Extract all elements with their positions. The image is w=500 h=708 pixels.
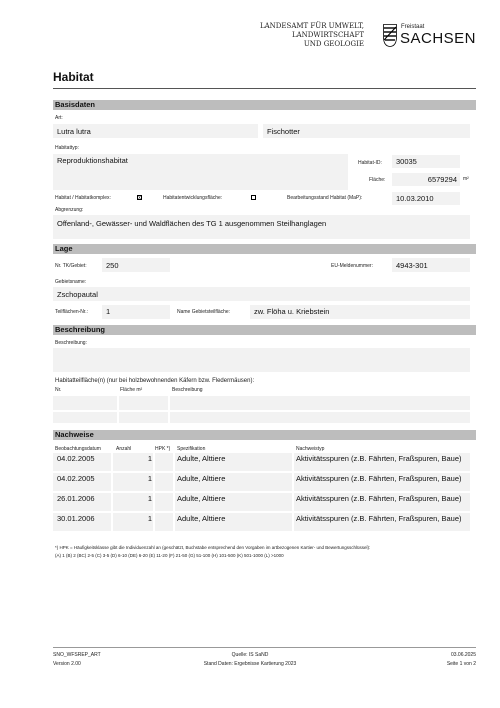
teilflaeche-value: 1	[106, 307, 111, 316]
bearbeitungsstand-value: 10.03.2010	[396, 194, 434, 203]
habitattyp-label: Habitattyp:	[55, 145, 79, 151]
tk-value: 250	[106, 261, 119, 270]
footer-version: Version 2.00	[53, 661, 81, 667]
col-datum: Beobachtungsdatum	[55, 446, 101, 452]
col-anzahl: Anzahl	[116, 446, 132, 452]
eu-value: 4943-301	[396, 261, 428, 270]
row-anzahl: 1	[147, 514, 152, 523]
art-latin-value: Lutra lutra	[57, 127, 91, 136]
section-basisdaten: Basisdaten	[53, 100, 476, 110]
footer-data-state: Stand Daten: Ergebnisse Kartierung 2023	[203, 661, 297, 667]
row-datum: 04.02.2005	[57, 474, 95, 483]
section-nachweise: Nachweise	[53, 430, 476, 440]
baum-flaeche-cell	[119, 396, 168, 410]
beschreibung-field	[53, 348, 470, 372]
saxony-coat-of-arms-icon	[383, 24, 397, 47]
row-nachweistyp: Aktivitätsspuren (z.B. Fährten, Fraßspuren, Baue)	[296, 494, 462, 503]
baum-nr-cell	[53, 396, 117, 410]
row-hpk-cell	[155, 513, 173, 531]
row-anzahl: 1	[147, 454, 152, 463]
teilflaeche-label: Teilflächen-Nr.:	[55, 309, 89, 315]
title-rule	[53, 88, 476, 89]
gebietsteil-value: zw. Flöha u. Kriebstein	[254, 307, 330, 316]
state-name-small: Freistaat	[401, 24, 425, 30]
agency-line-3: UND GEOLOGIE	[303, 40, 364, 48]
flaeche-label: Fläche:	[369, 177, 386, 183]
col-nachweistyp: Nachweistyp	[296, 446, 325, 452]
row-hpk-cell	[155, 473, 173, 491]
habitattyp-value: Reproduktionshabitat	[57, 156, 128, 165]
row-nachweistyp: Aktivitätsspuren (z.B. Fährten, Fraßspuren, Baue)	[296, 514, 462, 523]
gebietsteil-label: Name Gebietsteilfläche:	[177, 309, 231, 315]
row-spezifikation: Adulte, Alttiere	[177, 514, 226, 523]
art-label: Art:	[55, 115, 63, 121]
row-anzahl: 1	[147, 474, 152, 483]
row-nachweistyp: Aktivitätsspuren (z.B. Fährten, Fraßspuren, Baue)	[296, 474, 462, 483]
habitat-id-value: 30035	[396, 157, 417, 166]
agency-line-1: LANDESAMT FÜR UMWELT,	[259, 22, 364, 30]
agency-name	[250, 22, 364, 49]
baum-col-nr: Nr.	[55, 387, 62, 393]
beschreibung-label: Beschreibung:	[55, 340, 87, 346]
col-spezifikation: Spezifikation	[177, 446, 206, 452]
baum-col-flaeche: Fläche m²	[120, 387, 143, 393]
footnote-2: (A) 1 (B) 2 (BC) 2-5 (C) 3-5 (D) 6-10 (DE) 6-20 (E) 11-20 (F) 21-50 (G) 51-100 (H) 101-500 (K) 501-1000 (L) >1000	[55, 553, 284, 558]
teilflaeche-field	[102, 305, 170, 319]
baum-col-beschreibung: Beschreibung	[172, 387, 203, 393]
row-anzahl: 1	[147, 494, 152, 503]
baum-flaeche-cell-2	[119, 412, 168, 423]
baum-label: Habitatteilfläche(n) (nur bei holzbewohnenden Käfern bzw. Fledermäusen):	[55, 378, 255, 384]
section-beschreibung: Beschreibung	[53, 325, 476, 335]
footer-source: Quelle: IS SaND	[231, 652, 269, 658]
bearbeitungsstand-label: Bearbeitungsstand Habitat (MaP):	[287, 195, 363, 201]
row-hpk-cell	[155, 453, 173, 471]
gebietsname-value: Zschopautal	[57, 290, 98, 299]
row-spezifikation: Adulte, Alttiere	[177, 454, 226, 463]
tk-label: Nr. TK/Gebiet:	[55, 263, 87, 269]
eu-label: EU-Meldenummer:	[331, 263, 373, 269]
habitat-id-label: Habitat-ID:	[358, 160, 382, 166]
flaeche-value: 6579294	[427, 175, 457, 184]
footer-rule	[53, 647, 476, 648]
baum-beschreibung-cell-2	[170, 412, 470, 423]
col-hpk: HPK *)	[155, 446, 171, 452]
komplex-label: Habitat / Habitatkomplex:	[55, 195, 111, 201]
footnote-1: *) HPK = Häufigkeitsklasse gibt die Individuenzahl an (geschätzt, Buchstabe entsprechend den Vorgaben im artbezogenen Kartier- und Bewertungsschlüssel):	[55, 545, 371, 550]
row-spezifikation: Adulte, Alttiere	[177, 474, 226, 483]
footer-date: 03.06.2025	[450, 652, 476, 658]
row-datum: 26.01.2006	[57, 494, 95, 503]
flaeche-unit: m²	[463, 176, 469, 182]
page-title: Habitat	[53, 70, 94, 84]
abgrenzung-value: Offenland-, Gewässer- und Waldflächen des TG 1 ausgenommen Steilhanglagen	[57, 219, 327, 228]
row-hpk-cell	[155, 493, 173, 511]
gebietsname-label: Gebietsname:	[55, 279, 87, 285]
baum-nr-cell-2	[53, 412, 117, 423]
baum-beschreibung-cell	[170, 396, 470, 410]
abgrenzung-label: Abgrenzung:	[55, 207, 84, 213]
row-datum: 30.01.2006	[57, 514, 95, 523]
agency-line-2: LANDWIRTSCHAFT	[291, 31, 364, 39]
footer-report-id: SNO_WFSREP_ART	[53, 652, 101, 658]
entwicklung-label: Habitatentwicklungsfläche:	[163, 195, 223, 201]
state-name: SACHSEN	[400, 30, 477, 47]
gebietsname-field	[53, 287, 470, 301]
entwicklung-checkbox[interactable]	[251, 195, 256, 200]
section-lage: Lage	[53, 244, 476, 254]
komplex-checkbox[interactable]: x	[138, 195, 141, 201]
row-nachweistyp: Aktivitätsspuren (z.B. Fährten, Fraßspuren, Baue)	[296, 454, 462, 463]
footer-page-number: Seite 1 von 2	[446, 661, 476, 667]
row-spezifikation: Adulte, Alttiere	[177, 494, 226, 503]
row-datum: 04.02.2005	[57, 454, 95, 463]
art-german-value: Fischotter	[267, 127, 300, 136]
